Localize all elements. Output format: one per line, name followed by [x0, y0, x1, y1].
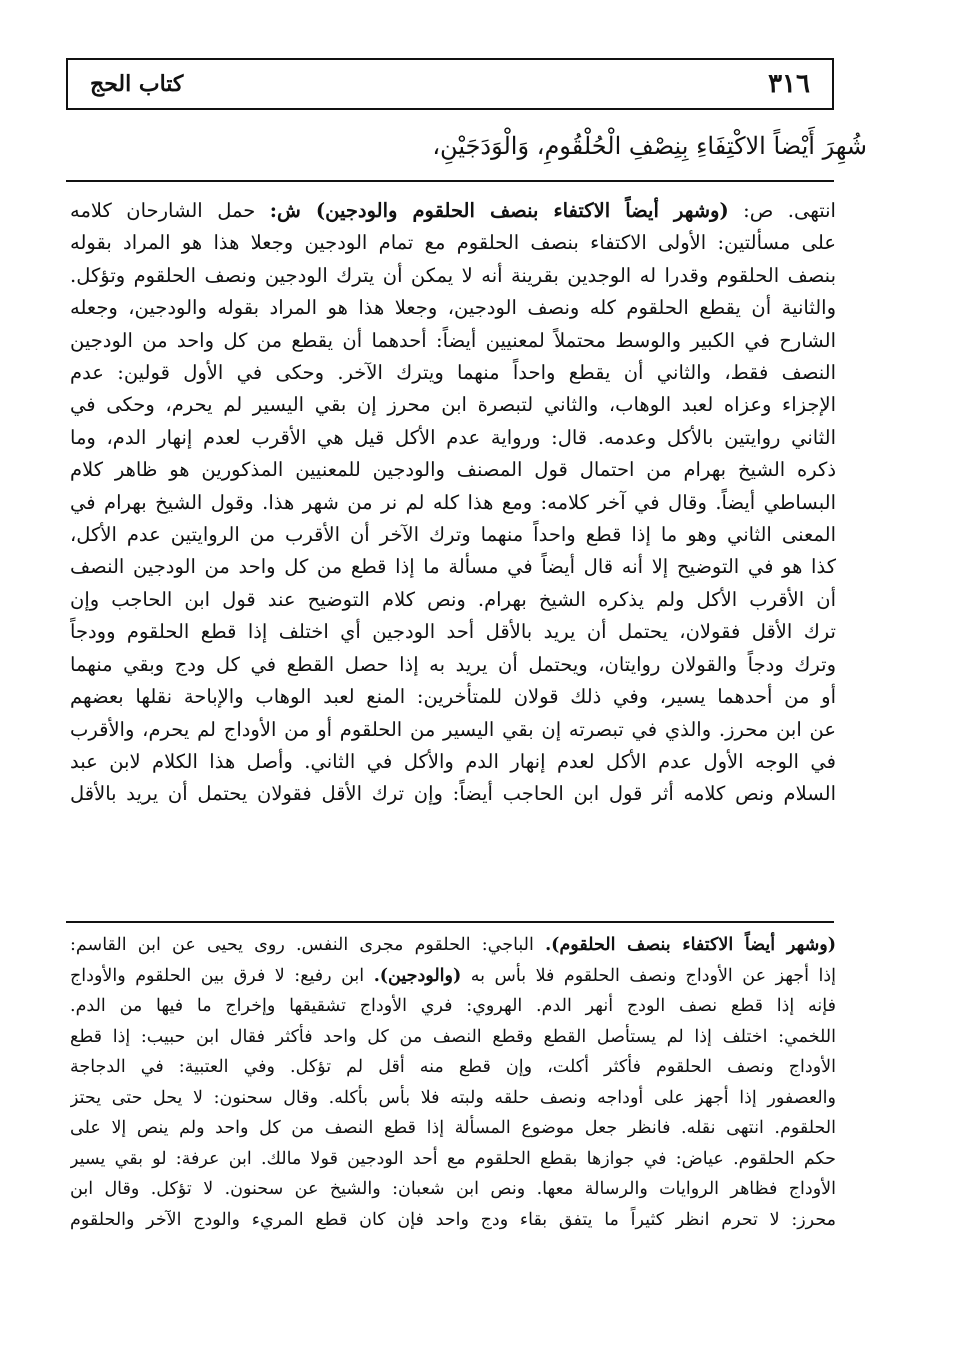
- commentary-line-part: أو من أحدهما يسير، وفي ذلك قولان للمتأخرين: المنع لعبد الوهاب والإباحة نقلها بعضهم: [70, 685, 836, 709]
- footnote-line-part: الباجي: الحلقوم مجرى النفس. روى يحيى عن ابن القاسم:: [70, 935, 546, 955]
- commentary-line: [70, 357, 836, 389]
- commentary-line-part: الثاني روايتين بالأكل وعدمه. قال: ورواية عدم الأكل قيل هي الأقرب لعدم إنهار الدم، وما: [70, 425, 836, 449]
- footnote-line: [70, 1083, 836, 1114]
- commentary-line-part: عن ابن محرز. والذي في تبصرته إن بقي اليسير من الحلقوم أو من الأوداج لم يحرم، والأقرب: [70, 717, 836, 741]
- commentary-line-bold: (وشهر أيضاً الاكتفاء بنصف الحلقوم والودجين) ش:: [269, 199, 729, 222]
- matn-divider: [66, 180, 834, 182]
- footnote-line-bold: (وشهر أيضاً الاكتفاء بنصف الحلقوم).: [545, 935, 836, 955]
- commentary-line: [70, 584, 836, 616]
- footnotes-text: [70, 930, 836, 1235]
- commentary-text: [70, 195, 836, 811]
- commentary-line-part: المعنى الثاني وهو ما إذا قطع واحداً منهما وترك الآخر أن الأقرب من الروايتين عدم الأكل،: [70, 523, 836, 547]
- footnote-line: [70, 1022, 836, 1053]
- commentary-line-part: وترك ودجاً والقولان روايتان، ويحتمل أن يريد به إذا حصل القطع في كل ودج وبقي منهما: [70, 652, 836, 676]
- footnote-line-part: الحلقوم. انتهى نقله. فانظر جعل موضوع المسألة إذا قطع النصف من كل واحد ولم ينص إلا على: [70, 1118, 836, 1138]
- footnote-line-part: الأوداج فظاهر الروايات والرسالة معها. ونص ابن شعبان: والشيخ عن سحنون. لا تؤكل. وقال ابن: [70, 1179, 836, 1199]
- page-number: ٣١٦: [768, 69, 810, 99]
- commentary-line: [70, 454, 836, 486]
- commentary-line-part: حمل الشارحان كلامه: [70, 199, 270, 222]
- book-title: كتاب الحج: [90, 71, 184, 97]
- footnote-line: [70, 1052, 836, 1083]
- commentary-line: [70, 714, 836, 746]
- footnote-line: [70, 1144, 836, 1175]
- commentary-line-part: الإجزاء وعزاه لعبد الوهاب، والثاني لتبصرة ابن محرز إن بقي اليسير لم يحرم، وحكى في: [70, 393, 836, 417]
- commentary-line-part: كذا هو في التوضيح إلا أنه قال أيضاً في مسألة ما إذا قطع من كل واحد من الودجين النصف: [70, 555, 836, 579]
- commentary-line-part: الشارح في الكبير والوسط محتملاً لمعنيين أيضاً: أحدهما أن يقطع من كل واحد من الودجين: [70, 328, 836, 352]
- commentary-line-part: ذكره الشيخ بهرام من احتمال قول المصنف والودجين للمعنيين المذكورين هو ظاهر كلام: [70, 458, 836, 482]
- footnote-line-part: إذا أجهز عن الأوداج ونصف الحلقوم فلا بأس به: [461, 965, 836, 986]
- commentary-line: [70, 195, 836, 227]
- footnote-line-bold: (والودجين).: [373, 965, 462, 986]
- commentary-line-part: انتهى. ص:: [728, 199, 836, 222]
- commentary-line: [70, 389, 836, 421]
- commentary-line: [70, 551, 836, 583]
- footnote-line-part: ابن رفيع: لا فرق بين الحلقوم والأوداج: [70, 965, 374, 986]
- footnote-line: [70, 1113, 836, 1144]
- footnote-line: [70, 991, 836, 1022]
- commentary-line-part: بنصف الحلقوم وقدرا له الوجدين بقرينة أنه لا يمكن أن يترك الودجين ونصف الحلقوم وتؤكل.: [70, 263, 836, 287]
- commentary-line: [70, 325, 836, 357]
- footnote-line: [70, 930, 836, 961]
- commentary-line-part: في الوجه الأول عدم الأكل لعدم إنهار الدم والأكل في الثاني. وأصل هذا الكلام لابن عبد: [70, 749, 836, 773]
- commentary-line: [70, 422, 836, 454]
- commentary-line: [70, 616, 836, 648]
- commentary-line-part: على مسألتين: الأولى الاكتفاء بنصف الحلقوم مع تمام الودجين وجعلا هذا هو المراد بقوله: [70, 231, 836, 255]
- commentary-line: [70, 681, 836, 713]
- commentary-line-part: ترك الأقل فقولان، يحتمل أن يريد بالأقل أحد الودجين أي اختلف إذا قطع الحلقوم وودجاً: [70, 620, 836, 644]
- commentary-line-part: البساطي أيضاً. وقال في آخر كلامه: ومع هذا كله لم نر من شهر هذا. وقول الشيخ بهرام في: [70, 490, 836, 514]
- commentary-line: [70, 746, 836, 778]
- footnote-line-part: الأوداج ونصف الحلقوم فأكثر أكلت، وإن قطع منه أقل لم تؤكل. وفي العتبية: في الدجاجة: [70, 1057, 836, 1077]
- commentary-line-part: النصف فقط، والثاني أن يقطع واحداً منهما ويترك الآخر. وحكى في الأول قولين: عدم: [70, 361, 836, 385]
- matn-text: شُهِرَ أَيْضاً الاكْتِفَاءِ بِنِصْفِ الْحُلْقُومِ، وَالْوَدَجَيْنِ،: [432, 132, 867, 160]
- footnote-divider: [66, 921, 834, 923]
- footnote-line-part: محرز: لا تحرم انظر كثيراً ما يتفق بقاء ودج واحد فإن كان قطع المريء والودج الآخر والحلقوم: [70, 1209, 836, 1230]
- commentary-line-part: والثانية أن يقطع الحلقوم كله ونصف الودجين، وجعلا هذا هو المراد بقوله والودجين، وجعله: [70, 296, 836, 320]
- footnote-line-part: فإنه إذا قطع نصف الودج أنهر الدم. الهروي: فري الأوداج تشقيقها وإخراج ما فيها من الدم.: [70, 996, 836, 1016]
- footnote-line-part: اللخمي: اختلف إذا لم يستأصل القطع وقطع النصف من كل واحد فأكثر فقال ابن حبيب: إذا قطع: [70, 1026, 836, 1047]
- footnote-line: [70, 1205, 836, 1236]
- commentary-line: [70, 227, 836, 259]
- commentary-line: [70, 292, 836, 324]
- commentary-line-part: السلام ونص كلامه أثر قول ابن الحاجب أيضاً: وإن ترك الأقل فقولان يحتمل أن يريد بالأقل: [70, 782, 836, 806]
- commentary-line: [70, 778, 836, 810]
- commentary-line: [70, 649, 836, 681]
- commentary-line-part: أن الأقرب الأكل ولم يذكره الشيخ بهرام. ونص كلام التوضيح عند قول ابن الحاجب وإن: [70, 587, 836, 611]
- commentary-line: [70, 519, 836, 551]
- page-header: [66, 58, 834, 110]
- commentary-line: [70, 487, 836, 519]
- footnote-line-part: والعصفور إذا أجهز على أوداجه ونصف حلقه ولبته فلا بأس بأكله. وقال سحنون: لا يحل حتى يحتز: [70, 1087, 836, 1108]
- footnote-line-part: حكم الحلقوم. عياض: في جوازها بقطع الحلقوم مع أحد الودجين قولا مالك. ابن عرفة: لو بقي يسير: [70, 1148, 836, 1169]
- commentary-line: [70, 260, 836, 292]
- footnote-line: [70, 1174, 836, 1205]
- footnote-line: [70, 961, 836, 992]
